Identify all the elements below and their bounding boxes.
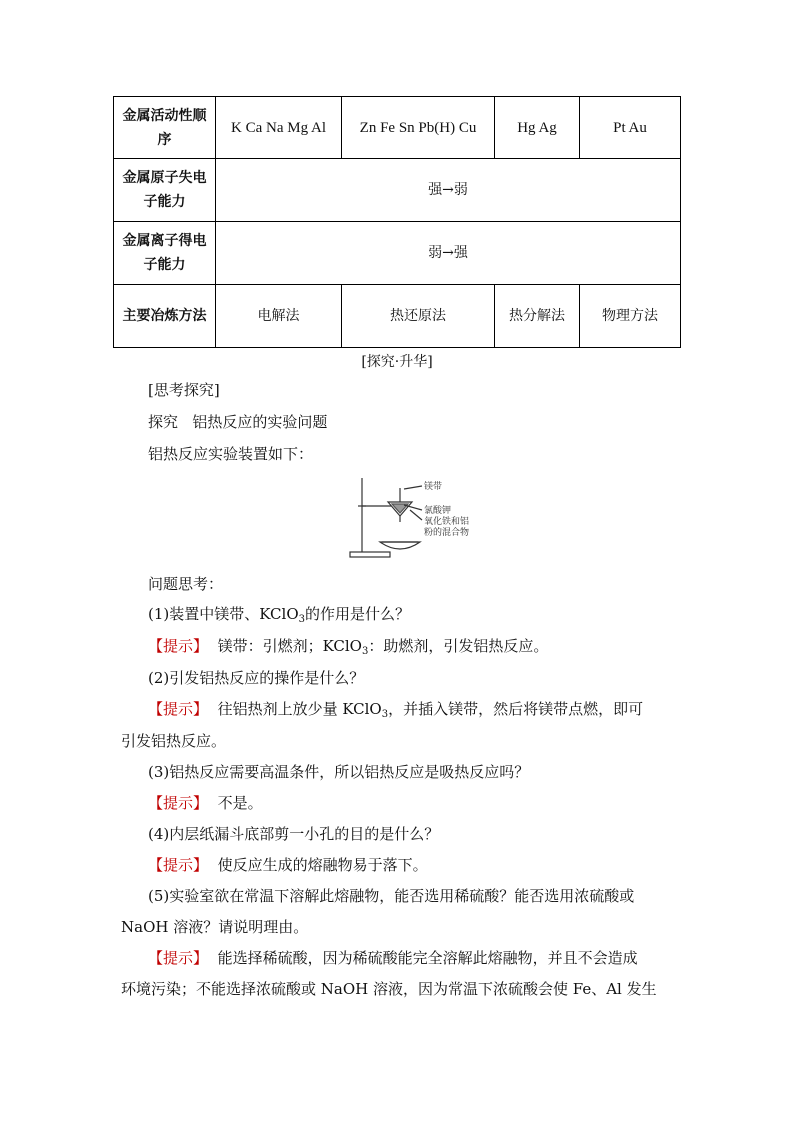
table-cell: 弱→强 bbox=[216, 222, 681, 285]
answer-4: 【提示】 使反应生成的熔融物易于落下。 bbox=[148, 856, 428, 874]
explore-label: 探究 bbox=[148, 413, 179, 431]
row-header: 主要冶炼方法 bbox=[114, 285, 216, 348]
table-cell: Zn Fe Sn Pb(H) Cu bbox=[342, 97, 495, 159]
hint-label: 【提示】 bbox=[148, 637, 209, 655]
hint-label: 【提示】 bbox=[148, 949, 209, 967]
question-5-continued: NaOH 溶液？请说明理由。 bbox=[121, 918, 309, 936]
think-heading: [思考探究] bbox=[148, 381, 220, 399]
label-mixture-2: 粉的混合物 bbox=[424, 528, 470, 538]
table-row bbox=[114, 159, 681, 222]
question-1: (1)装置中镁带、KClO$_3$的作用是什么？ bbox=[148, 605, 411, 625]
explore-title: 铝热反应的实验问题 bbox=[192, 413, 328, 431]
row-header: 金属活动性顺序 bbox=[114, 97, 216, 159]
table-row bbox=[114, 285, 681, 348]
questions-intro: 问题思考： bbox=[148, 575, 224, 593]
metal-activity-table bbox=[113, 96, 681, 348]
table-cell: Hg Ag bbox=[495, 97, 580, 159]
table-cell: 物理方法 bbox=[580, 285, 681, 348]
table-row bbox=[114, 97, 681, 159]
label-kclo3: 氯酸钾 bbox=[424, 506, 452, 516]
evaporating-dish bbox=[380, 542, 420, 549]
question-4: (4)内层纸漏斗底部剪一小孔的目的是什么？ bbox=[148, 825, 440, 843]
answer-5-continued: 环境污染；不能选择浓硫酸或 NaOH 溶液，因为常温下浓硫酸会使 Fe、Al 发生 bbox=[121, 980, 657, 998]
question-5: (5)实验室欲在常温下溶解此熔融物，能否选用稀硫酸？能否选用浓硫酸或 bbox=[148, 887, 635, 905]
answer-1: 【提示】 镁带：引燃剂；KClO$_3$：助燃剂，引发铝热反应。 bbox=[148, 637, 549, 657]
thermite-apparatus-figure bbox=[348, 472, 478, 560]
question-3: (3)铝热反应需要高温条件，所以铝热反应是吸热反应吗？ bbox=[148, 763, 530, 781]
table-row bbox=[114, 222, 681, 285]
table-cell: 强→弱 bbox=[216, 159, 681, 222]
label-magnesium: 镁带 bbox=[424, 482, 443, 492]
answer-3: 【提示】 不是。 bbox=[148, 794, 263, 812]
section-title: [探究·升华] bbox=[361, 354, 433, 370]
table-cell: 热还原法 bbox=[342, 285, 495, 348]
answer-5: 【提示】 能选择稀硫酸，因为稀硫酸能完全溶解此熔融物，并且不会造成 bbox=[148, 949, 638, 967]
label-mixture-1: 氧化铁和铝 bbox=[424, 517, 470, 527]
question-2: (2)引发铝热反应的操作是什么？ bbox=[148, 669, 365, 687]
table-cell: K Ca Na Mg Al bbox=[216, 97, 342, 159]
table-cell: 电解法 bbox=[216, 285, 342, 348]
hint-label: 【提示】 bbox=[148, 700, 209, 718]
hint-label: 【提示】 bbox=[148, 794, 209, 812]
answer-2: 【提示】 往铝热剂上放少量 KClO$_3$，并插入镁带，然后将镁带点燃，即可 bbox=[148, 700, 644, 720]
explore-heading bbox=[148, 412, 327, 432]
hint-label: 【提示】 bbox=[148, 856, 209, 874]
table-cell: 热分解法 bbox=[495, 285, 580, 348]
stand-base bbox=[350, 552, 390, 557]
apparatus-intro: 铝热反应实验装置如下： bbox=[148, 445, 314, 463]
table-cell: Pt Au bbox=[580, 97, 681, 159]
answer-2-continued: 引发铝热反应。 bbox=[121, 732, 227, 750]
row-header: 金属原子失电子能力 bbox=[114, 159, 216, 222]
row-header: 金属离子得电子能力 bbox=[114, 222, 216, 285]
